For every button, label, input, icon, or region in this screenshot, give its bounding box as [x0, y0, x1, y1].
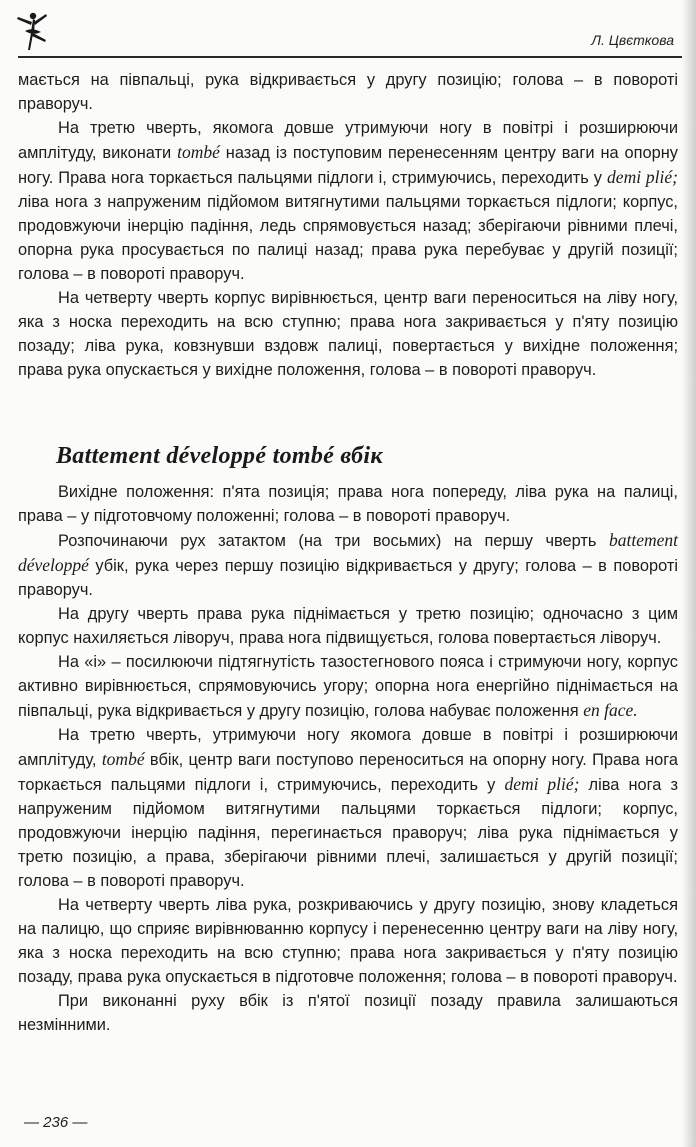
ballet-dancer-icon	[12, 10, 52, 54]
paragraph	[18, 528, 678, 602]
page-header	[0, 0, 696, 60]
text-run: ліва нога з напруженим підйомом витягнутими пальцями торкається підлоги; корпус, продовжуючи інерцію падіння, перегинається праворуч; ліва рука піднімається у третю позицію, а права, зберігаючи рівними плечі, залишається у другій позиції; голова – в повороті праворуч.	[18, 776, 678, 890]
text-run: На «і» – посилюючи підтягнутість тазостегнового пояса і стримуючи ногу, корпус активно вирівнюється, спрямовуючись угору; опорна нога енергійно піднімається на півпальці, рука відкривається у другу позицію, голова набуває положення	[18, 653, 678, 720]
body-text-bottom	[18, 480, 678, 1037]
italic-term: demi plié;	[607, 167, 678, 187]
binding-shadow	[682, 0, 696, 1147]
text-run: вбік, центр ваги поступово переноситься на опорну ногу. Права нога торкається пальцями підлоги і, стримуючись, переходить у	[18, 751, 678, 794]
text-run: На третю чверть, утримуючи ногу якомога довше в повітрі і розширюючи амплітуду,	[18, 726, 678, 769]
italic-term: tombé	[101, 749, 145, 769]
paragraph: мається на півпальці, рука відкривається у другу позицію; голова – в повороті праворуч.	[18, 71, 678, 113]
text-run: ліва нога з напруженим підйомом витягнутими пальцями торкається підлоги; корпус, продовжуючи інерцію падіння, ледь спрямовується назад; зберігаючи рівними плечі, опорна рука просувається по палиці назад; права рука перебуває у другій позиції; голова – в повороті праворуч.	[18, 193, 678, 283]
paragraph	[18, 116, 678, 286]
paragraph: На другу чверть права рука піднімається у третю позицію; одночасно з цим корпус нахиляється ліворуч, права нога підвищується, голова повертається ліворуч.	[18, 605, 678, 647]
paragraph: На четверту чверть ліва рука, розкриваючись у другу позицію, знову кладеться на палицю, що сприяє вирівнюванню корпусу і перенесенню центру ваги на ліву ногу, яка з носка переходить на всю ступню; права нога закривається у п'яту позицію позаду, права рука опускається в підготовче положення; голова – в повороті праворуч.	[18, 896, 678, 986]
body-text-top	[18, 68, 678, 382]
paragraph	[18, 650, 678, 723]
paragraph	[18, 723, 678, 893]
italic-term: en face.	[583, 700, 638, 720]
italic-term: battement développé	[18, 530, 678, 575]
paragraph: На четверту чверть корпус вирівнюється, центр ваги переноситься на ліву ногу, яка з носка переходить на всю ступню; права нога закривається у п'яту позицію позаду; ліва рука, ковзнувши вздовж палиці, повертається у вихідне положення; права рука опускається у вихідне положення, голова – в повороті праворуч.	[18, 289, 678, 379]
text-run: Розпочинаючи рух затактом (на три восьмих) на першу чверть	[58, 532, 609, 550]
section-heading: Battement développé tombé вбік	[56, 443, 383, 469]
paragraph: При виконанні руху вбік із п'ятої позиції позаду правила залишаються незмінними.	[18, 992, 678, 1034]
paragraph: Вихідне положення: п'ята позиція; права нога попереду, ліва рука на палиці, права – у підготовчому положенні; голова – в повороті праворуч.	[18, 483, 678, 525]
italic-term: tombé	[177, 142, 220, 162]
header-divider	[18, 56, 682, 58]
running-header-author: Л. Цвєткова	[591, 32, 674, 48]
italic-term: demi plié;	[504, 774, 580, 794]
text-run: назад із поступовим перенесенням центру ваги на опорну ногу. Права нога торкається пальцями підлоги і, стримуючись, переходить у	[18, 144, 678, 187]
text-run: убік, рука через першу позицію відкривається у другу; голова – в повороті праворуч.	[18, 557, 678, 599]
text-run: На третю чверть, якомога довше утримуючи ногу в повітрі і розширюючи амплітуду, виконати	[18, 119, 678, 162]
page-number: — 236 —	[24, 1114, 88, 1131]
